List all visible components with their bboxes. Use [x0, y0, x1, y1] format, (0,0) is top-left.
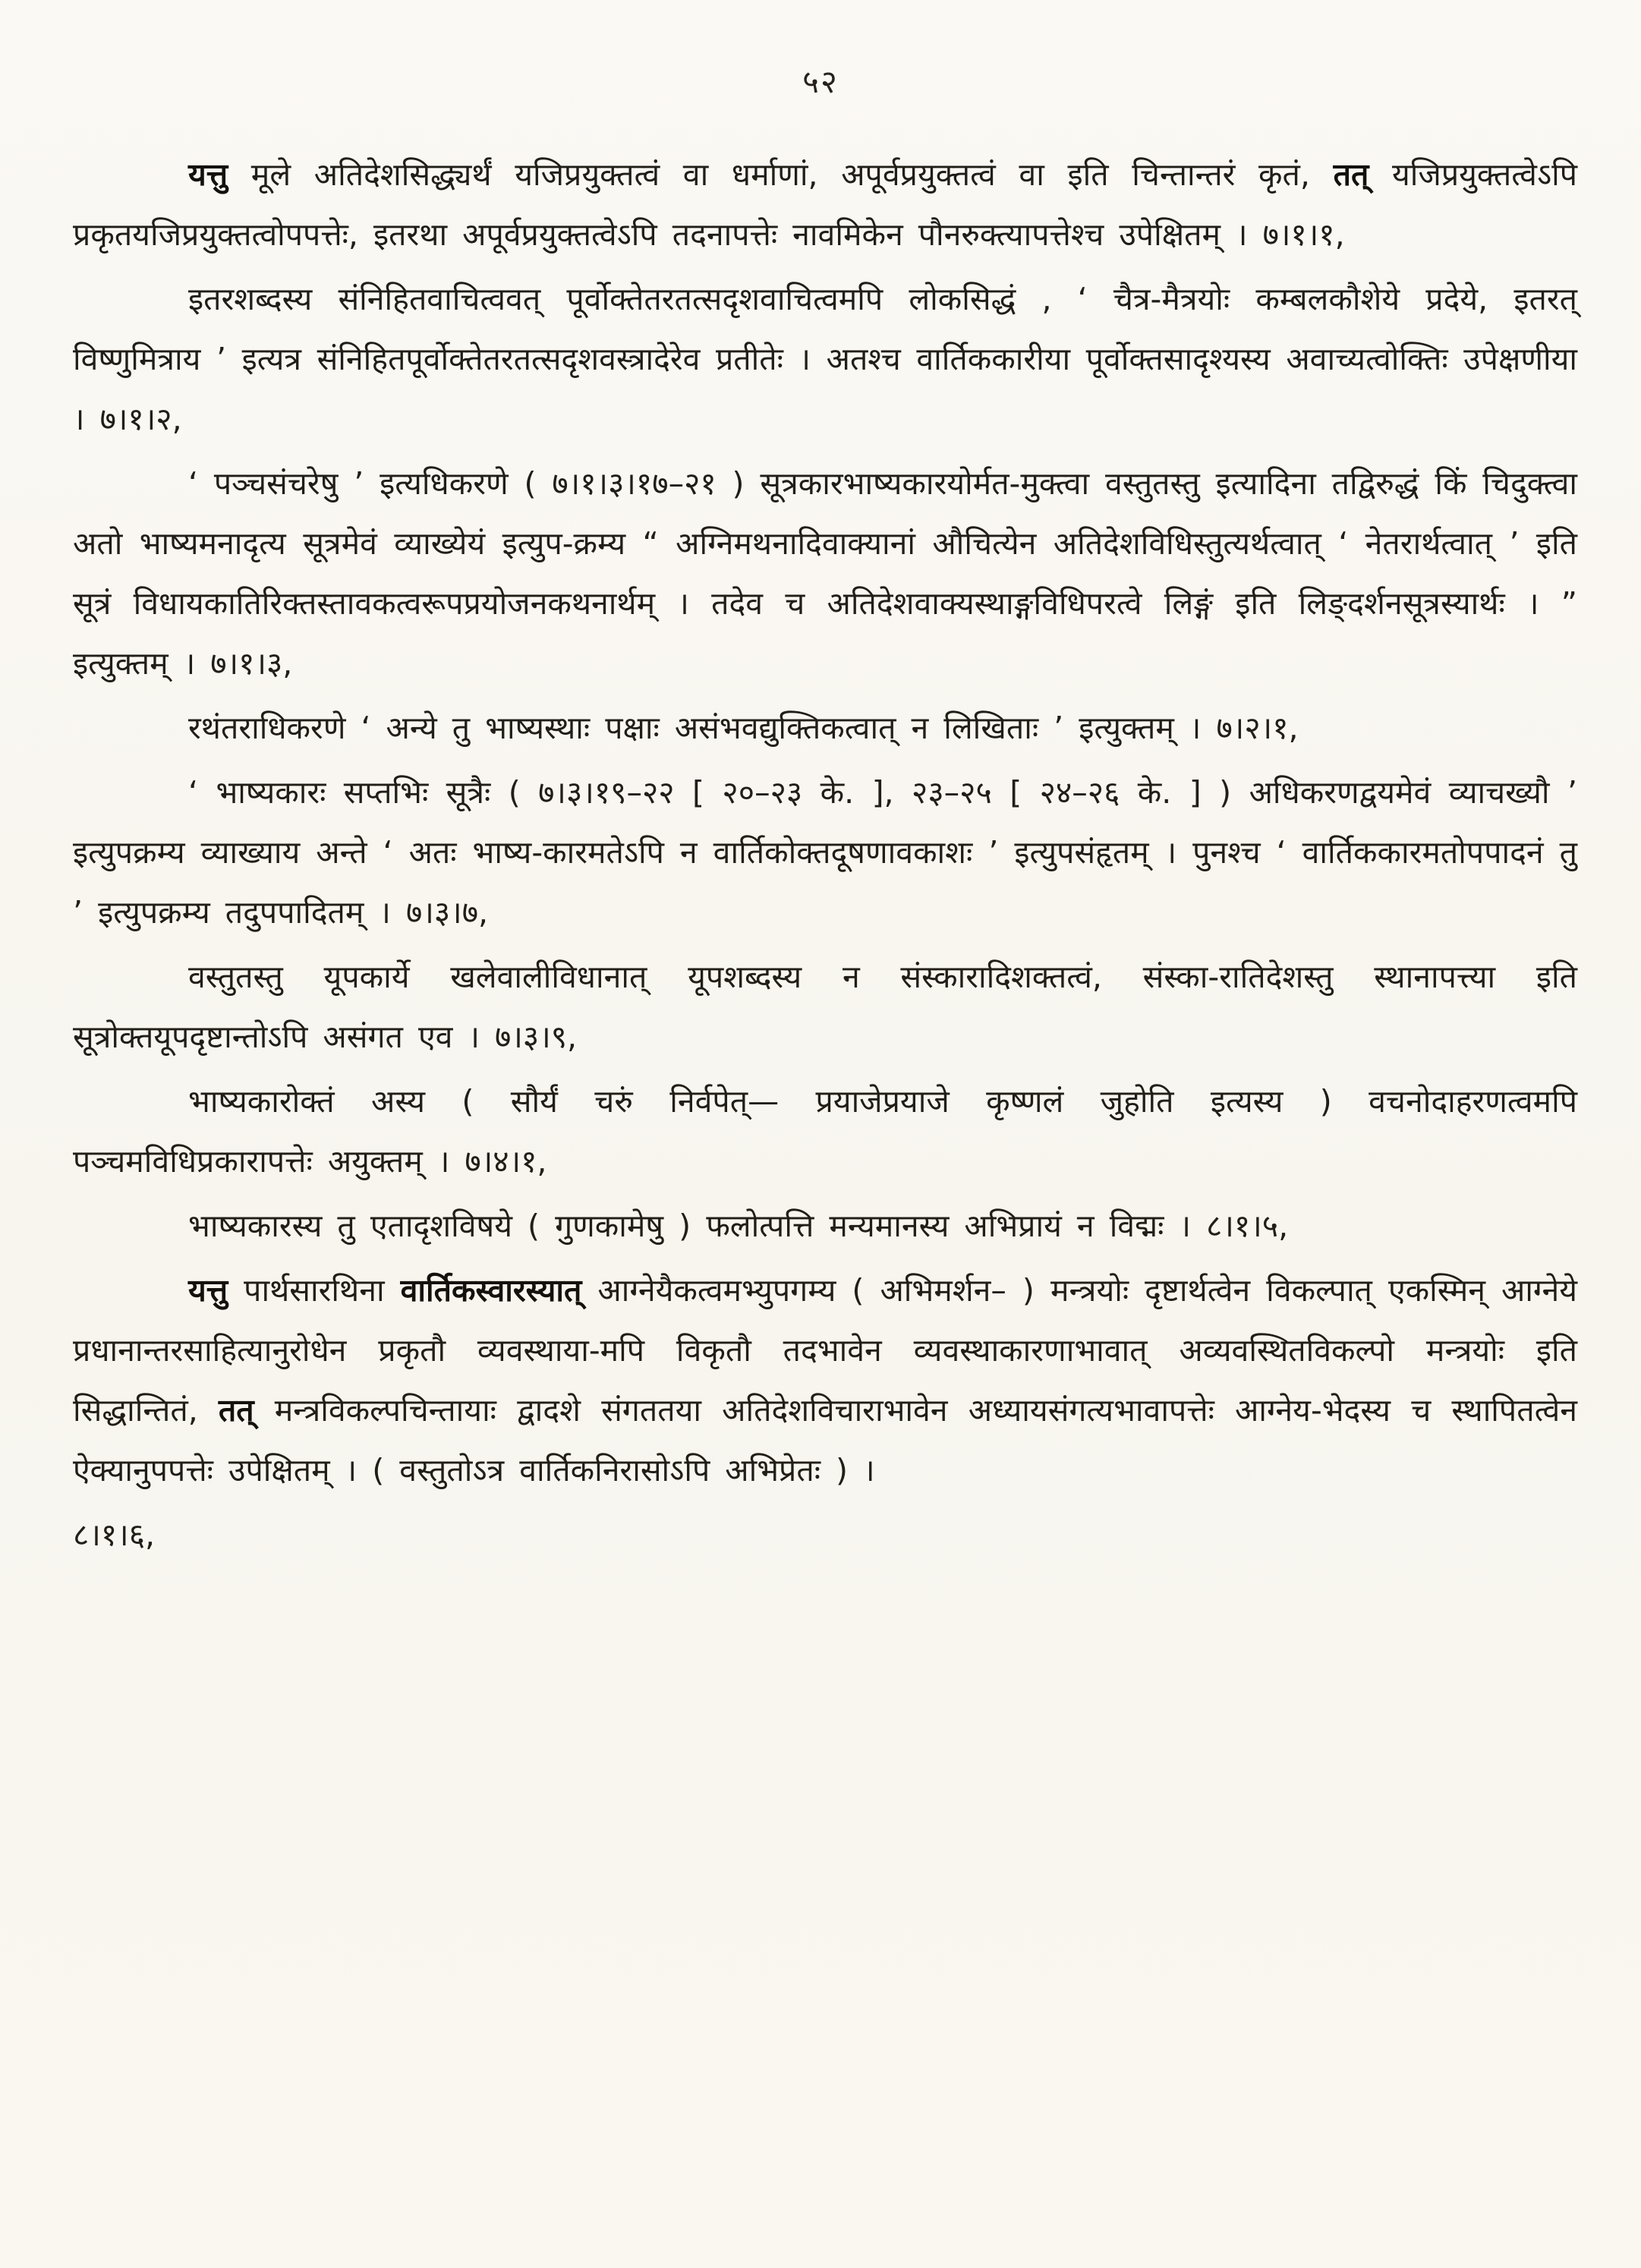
- emphasis-text: वार्तिकस्वारस्यात्: [400, 1272, 582, 1309]
- text-segment: मन्त्रविकल्पचिन्तायाः द्वादशे संगततया अतिदेशविचाराभावेन अध्यायसंगत्यभावापत्तेः आग्नेय-भेदस्य च स्थापितत्वेन ऐक्यानुपपत्तेः उपेक्षितम् । ( वस्तुतोऽत्र वार्तिकनिरासोऽपि अभिप्रेतः ) ।: [73, 1392, 1578, 1488]
- emphasis-text: यत्तु: [188, 156, 228, 193]
- emphasis-text: तत्: [1333, 156, 1369, 193]
- text-segment: पार्थसारथिना: [228, 1272, 401, 1309]
- paragraph: [73, 1261, 1577, 1501]
- text-segment: यजिप्रयुक्तत्वेऽपि प्रकृतयजिप्रयुक्तत्वोपपत्तेः, इतरथा अपूर्वप्रयुक्तत्वेऽपि तदनापत्तेः नावमिकेन पौनरुक्त्यापत्तेश्च उपेक्षितम् । ७।१।१,: [73, 156, 1577, 253]
- paragraph: [73, 145, 1577, 265]
- paragraph: [73, 269, 1577, 449]
- paragraph: [73, 1072, 1577, 1192]
- paragraph: [73, 947, 1577, 1067]
- text-segment: ‘ पञ्चसंचरेषु ’ इत्यधिकरणे ( ७।१।३।१७–२१ ) सूत्रकारभाष्यकारयोर्मत-मुक्त्वा वस्तुतस्तु इत्यादिना तद्विरुद्धं किं चिदुक्त्वा अतो भाष्यमनादृत्य सूत्रमेवं व्याख्येयं इत्युप-क्रम्य “ अग्निमथनादिवाक्यानां औचित्येन अतिदेशविधिस्तुत्यर्थत्वात् ‘ नेतरार्थत्वात् ’ इति सूत्रं विधायकातिरिक्तस्तावकत्वरूपप्रयोजनकथनार्थम् । तदेव च अतिदेशवाक्यस्थाङ्गविधिपरत्वे लिङ्गं इति लिङ्दर्शनसूत्रस्यार्थः । ” इत्युक्तम् । ७।१।३,: [73, 465, 1577, 682]
- paragraph: [73, 1196, 1577, 1256]
- text-segment: भाष्यकारोक्तं अस्य ( सौर्यं चरुं निर्वपेत्— प्रयाजेप्रयाजे कृष्णलं जुहोति इत्यस्य ) वचनोदाहरणत्वमपि पञ्चमविधिप्रकारापत्तेः अयुक्तम् । ७।४।१,: [73, 1083, 1577, 1180]
- text-segment: इतरशब्दस्य संनिहितवाचित्ववत् पूर्वोक्तेतरतत्सदृशवाचित्वमपि लोकसिद्धं , ‘ चैत्र-मैत्रयोः कम्बलकौशेये प्रदेये, इतरत् विष्णुमित्राय ’ इत्यत्र संनिहितपूर्वोक्तेतरतत्सदृशवस्त्रादेरेव प्रतीतेः । अतश्च वार्तिककारीया पूर्वोक्तसादृश्यस्य अवाच्यत्वोक्तिः उपेक्षणीया । ७।१।२,: [73, 281, 1577, 437]
- text-segment: रथंतराधिकरणे ‘ अन्ये तु भाष्यस्थाः पक्षाः असंभवद्युक्तिकत्वात् न लिखिताः ’ इत्युक्तम् । ७।२।१,: [188, 710, 1299, 746]
- paragraph: [73, 763, 1577, 943]
- emphasis-text: तत्: [218, 1392, 254, 1429]
- text-segment: ८।१।६,: [73, 1517, 156, 1553]
- paragraph: [73, 1505, 1577, 1565]
- paragraph: [73, 698, 1577, 758]
- emphasis-text: यत्तु: [188, 1272, 228, 1309]
- text-segment: ‘ भाष्यकारः सप्तभिः सूत्रैः ( ७।३।१९–२२ [ २०–२३ के. ], २३–२५ [ २४–२६ के. ] ) अधिकरणद्वयमेवं व्याचख्यौ ’ इत्युपक्रम्य व्याख्याय अन्ते ‘ अतः भाष्य-कारमतेऽपि न वार्तिकोक्तदूषणावकाशः ’ इत्युपसंहृतम् । पुनश्च ‘ वार्तिककारमतोपपादनं तु ’ इत्युपक्रम्य तदुपपादितम् । ७।३।७,: [73, 774, 1577, 931]
- text-segment: वस्तुतस्तु यूपकार्ये खलेवालीविधानात् यूपशब्दस्य न संस्कारादिशक्तत्वं, संस्का-रातिदेशस्तु स्थानापत्त्या इति सूत्रोक्तयूपदृष्टान्तोऽपि असंगत एव । ७।३।९,: [73, 959, 1577, 1055]
- text-segment: मूले अतिदेशसिद्ध्यर्थं यजिप्रयुक्तत्वं वा धर्माणां, अपूर्वप्रयुक्तत्वं वा इति चिन्तान्तरं कृतं,: [228, 156, 1334, 193]
- paragraph: [73, 454, 1577, 694]
- page-body: [0, 102, 1641, 1565]
- text-segment: भाष्यकारस्य तु एतादृशविषये ( गुणकामेषु ) फलोत्पत्ति मन्यमानस्य अभिप्रायं न विद्मः । ८।१।५,: [188, 1208, 1289, 1244]
- text-segment: आग्नेयैकत्वमभ्युपगम्य ( अभिमर्शन– ) मन्त्रयोः दृष्टार्थत्वेन विकल्पात् एकस्मिन् आग्नेये प्रधानान्तरसाहित्यानुरोधेन प्रकृतौ व्यवस्थाया-मपि विकृतौ तदभावेन व्यवस्थाकारणाभावात् अव्यवस्थितविकल्पो मन्त्रयोः इति सिद्धान्तितं,: [73, 1272, 1577, 1429]
- page-number: ५२: [802, 63, 839, 100]
